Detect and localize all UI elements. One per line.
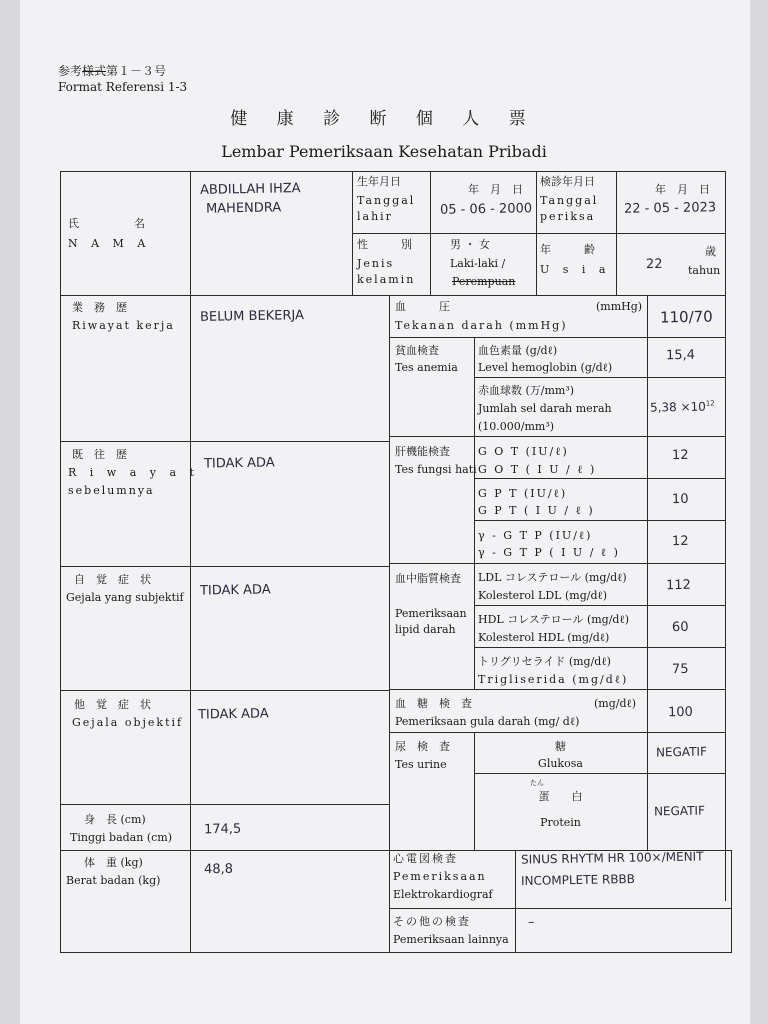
hdl-label-jp: HDL コレステロール (mg/dℓ) xyxy=(478,613,630,626)
ggtp-label-jp: γ - G T P (IU/ℓ) xyxy=(478,529,593,542)
dob-label-jp: 生年月日 xyxy=(357,175,401,188)
hdl-label-id: Kolesterol HDL (mg/dℓ) xyxy=(478,631,610,644)
exam-date-value: 22 - 05 - 2023 xyxy=(623,200,717,217)
glucose-unit: (mg/dℓ) xyxy=(594,697,637,710)
ecg-value-line2: INCOMPLETE RBBB xyxy=(520,872,636,888)
lipid-label-jp: 血中脂質検査 xyxy=(395,572,461,585)
urine-sugar-label-jp: 糖 xyxy=(555,740,566,753)
gpt-value: 10 xyxy=(671,491,689,508)
bp-label-jp: 血 圧 xyxy=(395,300,450,313)
work-label-id: Riwayat kerja xyxy=(72,319,175,332)
glucose-value: 100 xyxy=(667,704,693,721)
title-japanese: 健 康 診 断 個 人 票 xyxy=(230,109,538,129)
ref-prefix: 参考 xyxy=(58,64,83,78)
dob-ymd: 年 月 日 xyxy=(468,183,523,196)
got-value: 12 xyxy=(671,447,689,464)
gpt-label-id: G P T ( I U / ℓ ) xyxy=(478,504,595,517)
other-value: – xyxy=(527,914,535,931)
height-label-id: Tinggi badan (cm) xyxy=(70,831,172,844)
reference-number xyxy=(58,62,166,79)
rbc-exponent: 12 xyxy=(705,399,715,408)
glucose-label-jp: 血 糖 検 査 xyxy=(395,697,472,710)
tg-label-jp: トリグリセライド (mg/dℓ) xyxy=(478,655,611,668)
sex-options-jp: 男 ・ 女 xyxy=(450,238,490,251)
height-label-jp: 身 長 (cm) xyxy=(84,813,146,826)
ecg-label-id-2: Elektrokardiograf xyxy=(393,888,493,901)
weight-value: 48,8 xyxy=(203,861,234,878)
rbc-label-id-1: Jumlah sel darah merah xyxy=(478,402,612,415)
ldl-label-jp: LDL コレステロール (mg/dℓ) xyxy=(478,571,627,584)
ref-struck: 様式 xyxy=(82,64,107,78)
history-value: TIDAK ADA xyxy=(203,455,275,472)
urine-label-id: Tes urine xyxy=(395,758,447,771)
rbc-label-jp: 赤血球数 (万/mm³) xyxy=(478,384,575,397)
hdl-value: 60 xyxy=(671,619,689,636)
rbc-label-id-2: (10.000/mm³) xyxy=(478,420,555,433)
ref-suffix: 第１－３号 xyxy=(106,64,167,78)
bp-unit: (mmHg) xyxy=(596,300,643,313)
got-label-id: G O T ( I U / ℓ ) xyxy=(478,463,597,476)
ecg-label-id-1: Pemeriksaan xyxy=(393,870,487,883)
exam-date-label-id: Tanggal periksa xyxy=(540,194,599,223)
age-unit-jp: 歳 xyxy=(705,245,716,258)
sex-label-jp: 性 別 xyxy=(357,238,412,251)
urine-label-jp: 尿 検 査 xyxy=(395,740,450,753)
name-label-jp: 氏 名 xyxy=(68,217,145,230)
protein-ruby: たん xyxy=(530,779,544,787)
sex-male: Laki-laki / xyxy=(450,257,506,270)
history-label-id-2: sebelumnya xyxy=(68,484,155,497)
bp-value: 110/70 xyxy=(659,307,713,327)
ggtp-label-id: γ - G T P ( I U / ℓ ) xyxy=(478,546,620,559)
title-indonesian: Lembar Pemeriksaan Kesehatan Pribadi xyxy=(221,142,547,161)
got-label-jp: G O T (IU/ℓ) xyxy=(478,445,569,458)
subjective-value: TIDAK ADA xyxy=(199,582,271,599)
reference-format: Format Referensi 1-3 xyxy=(58,80,188,94)
sex-label-id: Jenis kelamin xyxy=(357,257,416,286)
name-label-id: N A M A xyxy=(68,237,151,250)
glucose-label-id: Pemeriksaan gula darah (mg/ dℓ) xyxy=(395,715,580,728)
weight-label-id: Berat badan (kg) xyxy=(66,874,161,887)
work-label-jp: 業 務 歴 xyxy=(72,301,127,314)
name-value-line2: MAHENDRA xyxy=(205,200,282,217)
objective-label-jp: 他 覚 症 状 xyxy=(74,698,151,711)
objective-value: TIDAK ADA xyxy=(197,706,269,723)
gpt-label-jp: G P T (IU/ℓ) xyxy=(478,487,568,500)
history-label-jp: 既 往 歴 xyxy=(72,448,127,461)
dob-value: 05 - 06 - 2000 xyxy=(439,201,533,218)
subjective-label-jp: 自 覚 症 状 xyxy=(74,573,151,586)
history-label-id-1: R i w a y a t xyxy=(68,466,199,479)
ldl-value: 112 xyxy=(665,577,691,594)
dob-label-id: Tanggal lahir xyxy=(357,194,416,223)
rbc-value xyxy=(650,399,715,414)
hb-label-jp: 血色素量 (g/dℓ) xyxy=(478,344,558,357)
tg-value: 75 xyxy=(671,661,689,678)
weight-label-jp: 体 重 (kg) xyxy=(84,856,143,869)
hb-value: 15,4 xyxy=(665,347,696,364)
ecg-label-jp: 心電図検査 xyxy=(393,852,458,865)
urine-protein-value: NEGATIF xyxy=(653,803,706,819)
anemia-label-jp: 貧血検査 xyxy=(395,344,439,357)
lipid-label-id: Pemeriksaan lipid darah xyxy=(395,607,467,636)
subjective-label-id: Gejala yang subjektif xyxy=(66,591,184,604)
exam-date-ymd: 年 月 日 xyxy=(655,183,710,196)
ecg-value-line1: SINUS RHYTM HR 100×/MENIT xyxy=(520,849,704,867)
age-label-jp: 年 齢 xyxy=(540,243,595,256)
urine-glucose-value: NEGATIF xyxy=(655,744,708,760)
urine-sugar-label-id: Glukosa xyxy=(538,757,583,770)
ggtp-value: 12 xyxy=(671,533,689,550)
age-unit-id: tahun xyxy=(688,264,721,277)
sex-female-struck: Perempuan xyxy=(452,275,516,288)
exam-date-label-jp: 検診年月日 xyxy=(540,175,595,188)
bp-label-id: Tekanan darah (mmHg) xyxy=(395,319,568,332)
height-value: 174,5 xyxy=(203,821,242,838)
hb-label-id: Level hemoglobin (g/dℓ) xyxy=(478,361,613,374)
age-label-id: U s i a xyxy=(540,263,611,276)
tg-label-id: Trigliserida (mg/dℓ) xyxy=(478,673,629,686)
age-value: 22 xyxy=(645,256,663,273)
liver-label-jp: 肝機能検査 xyxy=(395,445,450,458)
anemia-label-id: Tes anemia xyxy=(395,361,458,374)
ldl-label-id: Kolesterol LDL (mg/dℓ) xyxy=(478,589,608,602)
name-value-line1: ABDILLAH IHZA xyxy=(199,181,301,198)
objective-label-id: Gejala objektif xyxy=(72,716,184,729)
work-value: BELUM BEKERJA xyxy=(199,308,305,325)
rbc-mantissa: 5,38 ×10 xyxy=(649,399,706,415)
urine-protein-label-jp: 蛋 白 xyxy=(538,790,583,803)
liver-label-id: Tes fungsi hati xyxy=(395,463,477,476)
urine-protein-label-id: Protein xyxy=(540,816,581,829)
other-label-id: Pemeriksaan lainnya xyxy=(393,933,509,946)
other-label-jp: その他の検査 xyxy=(393,915,471,928)
